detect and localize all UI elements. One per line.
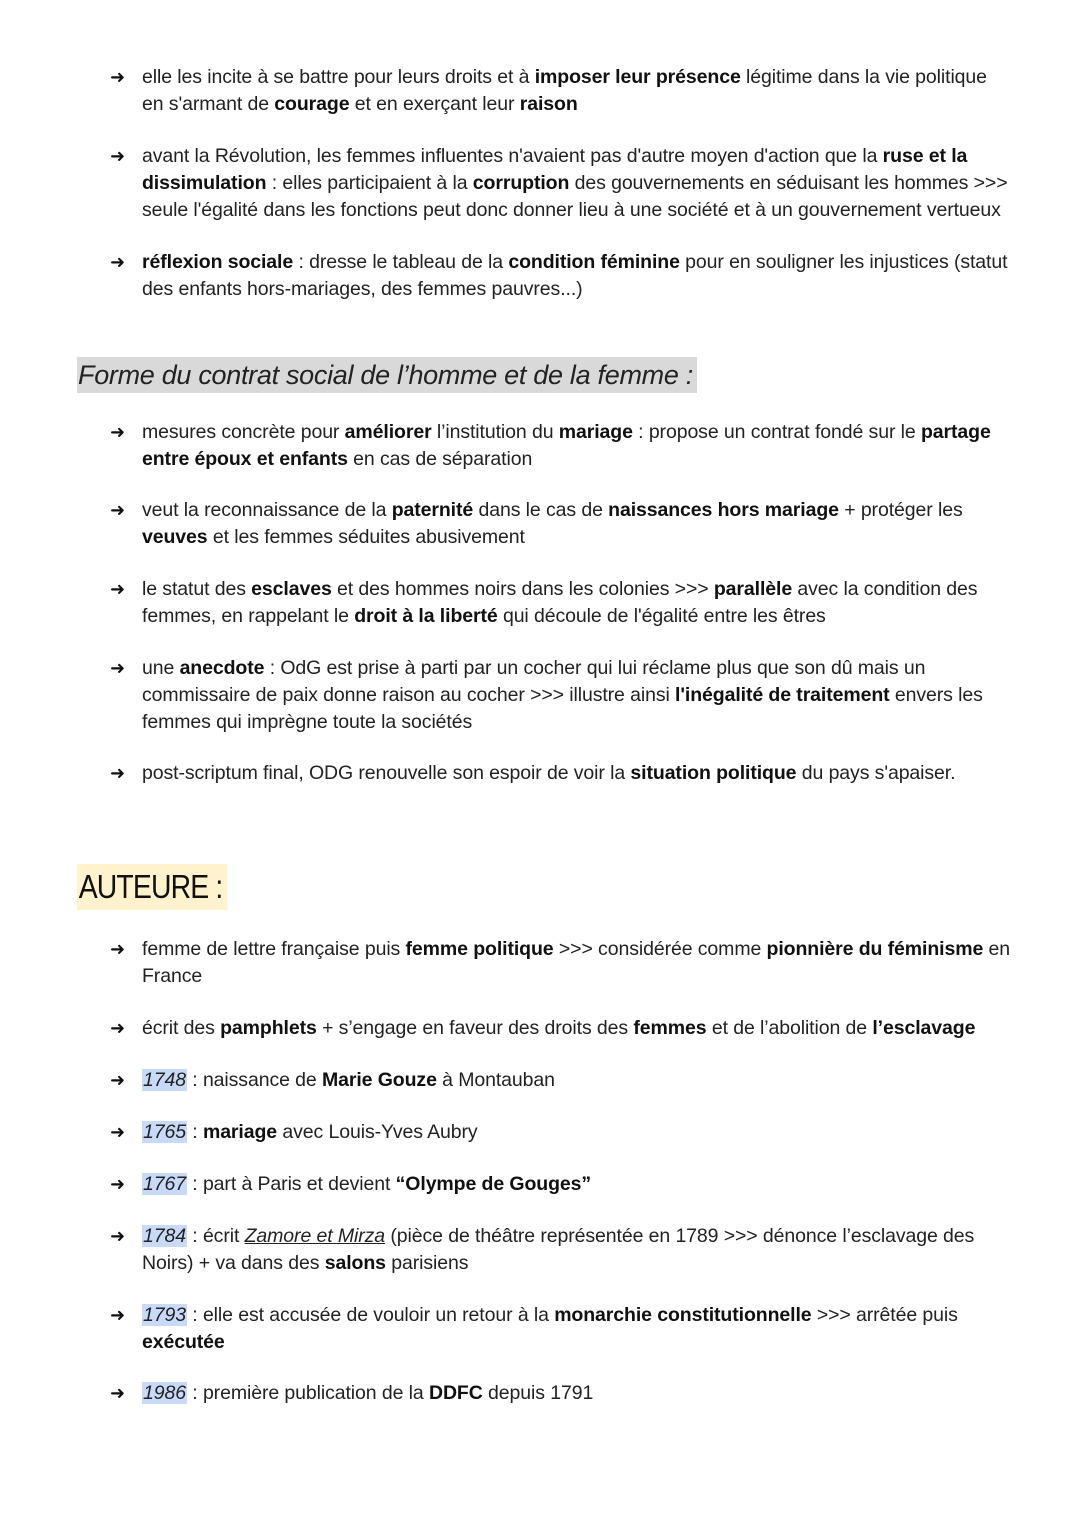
timeline-item bbox=[110, 1380, 1010, 1407]
text-segment: dans le cas de bbox=[473, 499, 609, 521]
work-title: Zamore et Mirza bbox=[244, 1225, 386, 1247]
arrow-bullet-icon: ➜ bbox=[110, 252, 125, 273]
section-heading-contrat-social: Forme du contrat social de l’homme et de la femme : bbox=[77, 357, 697, 393]
arrow-bullet-icon: ➜ bbox=[110, 1122, 125, 1143]
bold-text: mariage bbox=[202, 1121, 278, 1143]
date-highlight: 1765 bbox=[143, 1121, 186, 1143]
bold-text: anecdote bbox=[179, 657, 265, 679]
bold-text: l'inégalité de traitement bbox=[675, 684, 890, 706]
date-highlight: 1784 bbox=[143, 1225, 186, 1247]
bold-text: imposer leur présence bbox=[534, 66, 741, 88]
bullet-item bbox=[110, 936, 1010, 990]
text-segment: : première publication de la bbox=[186, 1382, 429, 1404]
text-segment: et des hommes noirs dans les colonies >>> bbox=[331, 578, 714, 600]
bold-text: l’esclavage bbox=[872, 1017, 976, 1039]
date-highlight: 1986 bbox=[143, 1382, 186, 1404]
arrow-bullet-icon: ➜ bbox=[110, 500, 125, 521]
text-segment: une bbox=[142, 657, 180, 679]
bullet-item bbox=[110, 419, 1010, 473]
text-segment: post-scriptum final, ODG renouvelle son espoir de voir la bbox=[142, 762, 631, 784]
bullet-item bbox=[110, 576, 1010, 630]
text-segment: parisiens bbox=[385, 1252, 469, 1274]
text-segment: qui découle de l'égalité entre les êtres bbox=[497, 605, 826, 627]
bold-text: paternité bbox=[391, 499, 474, 521]
text-segment: écrit des bbox=[142, 1017, 221, 1039]
arrow-bullet-icon: ➜ bbox=[110, 67, 125, 88]
text-segment: avec la condition des femmes, en rappelant le bbox=[142, 578, 978, 627]
bullet-item bbox=[110, 143, 1010, 224]
text-segment: des gouvernements en séduisant les hommes >>> seule l'égalité dans les fonctions peut donc donner lieu à une société et à un gouvernement vertueux bbox=[142, 172, 1008, 221]
arrow-bullet-icon: ➜ bbox=[110, 146, 125, 167]
bold-text: “Olympe de Gouges” bbox=[395, 1173, 592, 1195]
timeline-item bbox=[110, 1119, 1010, 1146]
bold-text: ruse et la dissimulation bbox=[142, 145, 968, 194]
bold-text: droit à la liberté bbox=[354, 605, 498, 627]
text-segment: depuis 1791 bbox=[482, 1382, 594, 1404]
text-segment: et de l’abolition de bbox=[706, 1017, 873, 1039]
text-segment: : écrit bbox=[186, 1225, 245, 1247]
bold-text: réflexion sociale bbox=[142, 251, 294, 273]
text-segment: et en exerçant leur bbox=[349, 93, 520, 115]
bold-text: parallèle bbox=[713, 578, 793, 600]
text-segment: femme de lettre française puis bbox=[142, 938, 406, 960]
text-segment: : dresse le tableau de la bbox=[293, 251, 509, 273]
bold-text: femmes bbox=[633, 1017, 707, 1039]
text-segment: à Montauban bbox=[436, 1069, 555, 1091]
text-segment: légitime dans la vie politique en s'armant de bbox=[142, 66, 987, 115]
bold-text: monarchie constitutionnelle bbox=[554, 1304, 812, 1326]
bullet-item bbox=[110, 760, 1010, 787]
text-segment: : naissance de bbox=[186, 1069, 322, 1091]
arrow-bullet-icon: ➜ bbox=[110, 422, 125, 443]
bold-text: Marie Gouze bbox=[321, 1069, 437, 1091]
text-segment: + s’engage en faveur des droits des bbox=[316, 1017, 634, 1039]
bold-text: condition féminine bbox=[508, 251, 680, 273]
bold-text: pionnière du féminisme bbox=[766, 938, 984, 960]
bullet-item bbox=[110, 1015, 1010, 1042]
text-segment: : OdG est prise à parti par un cocher qui lui réclame plus que son dû mais un commissaire de paix donne raison au cocher >>> illustre ainsi bbox=[142, 657, 926, 706]
bold-text: pamphlets bbox=[220, 1017, 317, 1039]
text-segment: avec Louis-Yves Aubry bbox=[277, 1121, 478, 1143]
arrow-bullet-icon: ➜ bbox=[110, 1226, 125, 1247]
date-highlight: 1748 bbox=[143, 1069, 186, 1091]
bold-text: veuves bbox=[142, 526, 208, 548]
text-segment: en France bbox=[142, 938, 1011, 987]
bold-text: naissances hors mariage bbox=[608, 499, 839, 521]
arrow-bullet-icon: ➜ bbox=[110, 1174, 125, 1195]
text-segment: : elles participaient à la bbox=[266, 172, 473, 194]
text-segment: (pièce de théâtre représentée en 1789 >>> dénonce l’esclavage des Noirs) + va dans des bbox=[142, 1225, 975, 1274]
text-segment: du pays s'apaiser. bbox=[796, 762, 956, 784]
date-highlight: 1793 bbox=[143, 1304, 186, 1326]
arrow-bullet-icon: ➜ bbox=[110, 763, 125, 784]
bullet-item bbox=[110, 497, 1010, 551]
bold-text: raison bbox=[519, 93, 578, 115]
bullet-item bbox=[110, 64, 1010, 118]
text-segment: : part à Paris et devient bbox=[186, 1173, 396, 1195]
text-segment: : elle est accusée de vouloir un retour à la bbox=[186, 1304, 555, 1326]
text-segment: mesures concrète pour bbox=[142, 421, 345, 443]
text-segment: le statut des bbox=[142, 578, 252, 600]
bold-text: femme politique bbox=[405, 938, 554, 960]
bold-text: mariage bbox=[558, 421, 633, 443]
section-heading-auteure: AUTEURE : bbox=[77, 864, 228, 910]
text-segment: elle les incite à se battre pour leurs droits et à bbox=[142, 66, 535, 88]
text-segment: envers les femmes qui imprègne toute la sociétés bbox=[142, 684, 983, 733]
timeline-item bbox=[110, 1067, 1010, 1094]
text-segment: + protéger les bbox=[838, 499, 963, 521]
text-segment: avant la Révolution, les femmes influentes n'avaient pas d'autre moyen d'action que la bbox=[142, 145, 883, 167]
bullet-item bbox=[110, 249, 1010, 303]
text-segment: veut la reconnaissance de la bbox=[142, 499, 392, 521]
arrow-bullet-icon: ➜ bbox=[110, 1383, 125, 1404]
bullet-item bbox=[110, 655, 1010, 736]
timeline-item bbox=[110, 1302, 1010, 1356]
arrow-bullet-icon: ➜ bbox=[110, 939, 125, 960]
bold-text: courage bbox=[274, 93, 350, 115]
text-segment: en cas de séparation bbox=[347, 448, 533, 470]
text-segment: pour en souligner les injustices (statut des enfants hors-mariages, des femmes pauvres...) bbox=[142, 251, 1008, 300]
timeline-item bbox=[110, 1171, 1010, 1198]
arrow-bullet-icon: ➜ bbox=[110, 1305, 125, 1326]
date-highlight: 1767 bbox=[143, 1173, 186, 1195]
arrow-bullet-icon: ➜ bbox=[110, 658, 125, 679]
text-segment: >>> considérée comme bbox=[553, 938, 767, 960]
bold-text: exécutée bbox=[142, 1331, 225, 1353]
bold-text: corruption bbox=[472, 172, 570, 194]
text-segment: l’institution du bbox=[431, 421, 559, 443]
arrow-bullet-icon: ➜ bbox=[110, 1070, 125, 1091]
text-segment: : propose un contrat fondé sur le bbox=[632, 421, 921, 443]
bold-text: DDFC bbox=[428, 1382, 483, 1404]
arrow-bullet-icon: ➜ bbox=[110, 1018, 125, 1039]
timeline-item bbox=[110, 1223, 1010, 1277]
bold-text: esclaves bbox=[251, 578, 332, 600]
text-segment: : bbox=[186, 1121, 203, 1143]
bold-text: partage entre époux et enfants bbox=[142, 421, 991, 470]
arrow-bullet-icon: ➜ bbox=[110, 579, 125, 600]
bold-text: améliorer bbox=[344, 421, 432, 443]
text-segment: >>> arrêtée puis bbox=[811, 1304, 958, 1326]
bold-text: salons bbox=[324, 1252, 386, 1274]
text-segment: et les femmes séduites abusivement bbox=[207, 526, 525, 548]
bold-text: situation politique bbox=[630, 762, 797, 784]
